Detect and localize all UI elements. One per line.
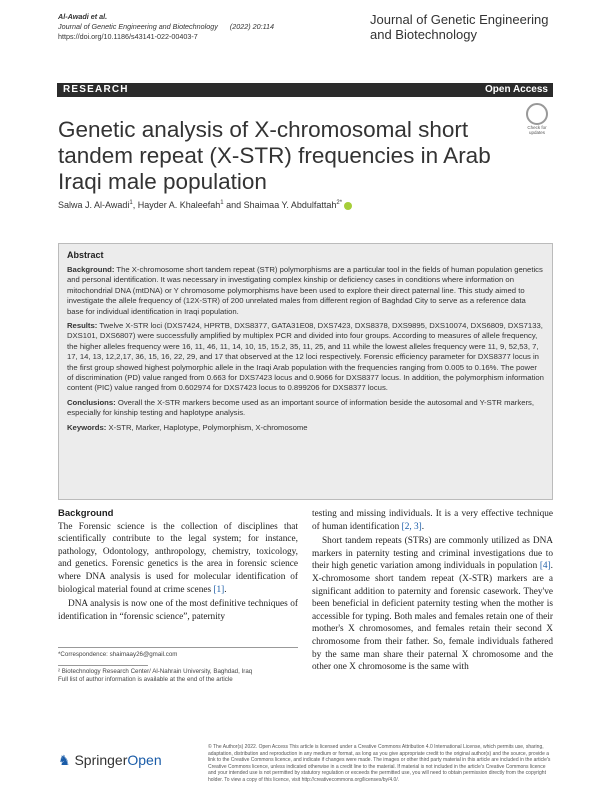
background-text: The X-chromosome short tandem repeat (STR) polymorphisms are a particular tool in the fields of human population genetics and personal identification. It was necessary in investigating complex kinship or deficiency cases in conditions where information on mitochondrial DNA (mtDNA) or Y chromosome polymorphisms have been used to explore their direct paternal line. This study aimed to investigate the allele frequency of (12X-STR) of 200 unrelated males from different region of Baghdad City to serve as a reference data base for individual identification in Iraqi population. — [67, 265, 543, 316]
author-info-note: Full list of author information is available at the end of the article — [58, 676, 233, 683]
article-title: Genetic analysis of X-chromosomal short tandem repeat (X-STR) frequencies in Arab Iraqi male population — [58, 117, 491, 194]
footnotes — [58, 647, 298, 684]
author-1-affil: 1 — [129, 200, 133, 206]
open-label: Open — [127, 752, 162, 768]
abstract-heading: Abstract — [67, 250, 104, 260]
author-3[interactable]: Shaimaa Y. Abdulfattah — [243, 200, 337, 210]
body-p1-text: The Forensic science is the collection of disciplines that scientifically contribute to the legal system; for instance, pathology, Odontology, anthropology, chemistry, toxicology, and genetics. Forensic genetics is the area in forensic science where DNA analysis is used for molecular identification of biological material found at crime scenes — [58, 521, 298, 595]
right-column — [312, 508, 553, 676]
body-p4-rest: X-chromosome short tandem repeat (X-STR) markers are a significant addition to paternity and forensic casework. They've been beneficial in deficient paternity testing when the mother is accessible for typing. Both males and females retain one of their mother's X chromosomes, and females retain their second X chromosome from their father. So, female individuals fathered by the same man share their paternal X chromosome and the other one X chromosome is the same with — [312, 573, 553, 673]
conclusions-text: Overall the X-STR markers become used as an important source of information beside the autosomal and Y-STR markers, especially for kinship testing and haplotype analysis. — [67, 397, 535, 418]
journal-name-line1: Journal of Genetic Engineering — [370, 12, 549, 27]
body-p4-text: Short tandem repeats (STRs) are commonly utilized as DNA markers in paternity testing and criminal investigations due to their high genetic variation among individuals in population — [312, 536, 553, 572]
citation-link[interactable]: [4] — [539, 561, 551, 572]
footnote-divider — [58, 665, 148, 666]
background-heading: Background — [58, 508, 114, 519]
abstract-box — [58, 243, 553, 500]
running-header-left — [58, 12, 274, 41]
keywords-label: Keywords: — [67, 422, 107, 432]
author-2[interactable]: Hayder A. Khaleefah — [137, 200, 221, 210]
springer-label: Springer — [74, 752, 128, 768]
orcid-icon[interactable] — [344, 202, 352, 210]
background-label: Background: — [67, 265, 115, 274]
citation-link[interactable]: [1] — [213, 584, 225, 595]
affiliation: ² Biotechnology Research Center/ Al-Nahrain University, Baghdad, Iraq — [58, 668, 253, 675]
abstract-results — [67, 321, 544, 394]
abstract-conclusions — [67, 398, 544, 419]
keywords-text: X-STR, Marker, Haplotype, Polymorphism, X-chromosome — [108, 422, 308, 432]
header-journal: Journal of Genetic Engineering and Biotechnology — [58, 21, 218, 31]
citation-link[interactable]: [2, 3] — [401, 521, 422, 532]
author-3-affil: 2* — [336, 200, 343, 206]
open-access-label: Open Access — [485, 84, 548, 95]
conclusions-label: Conclusions: — [67, 397, 116, 407]
check-updates-label: Check for updates — [527, 125, 547, 135]
correspondence: *Correspondence: shaimaay26@gmail.com — [58, 651, 178, 658]
journal-name — [370, 12, 549, 42]
check-updates-icon — [526, 103, 548, 125]
author-2-affil: 1 — [220, 200, 224, 206]
license-text: © The Author(s) 2022. Open Access This article is licensed under a Creative Commons Attribution 4.0 International License, which permits use, sharing, adaptation, distribution and reproduction in any medium or format, as long as you give appropriate credit to the original author(s) and the source, provide a link to the Creative Commons licence, and indicate if changes were made. The images or other third party material in this article are included in the article's Creative Commons licence, unless indicated otherwise in a credit line to the material. If material is not included in the article's Creative Commons licence and your intended use is not permitted by statutory regulation or exceeds the permitted use, you will need to obtain permission directly from the copyright holder. To view a copy of this licence, visit http://creativecommons.org/licenses/by/4.0/. — [208, 744, 551, 783]
header-year-volume: (2022) 20:114 — [229, 21, 275, 31]
body-p3-text: testing and missing individuals. It is a very effective technique of human identification — [312, 509, 553, 532]
body-paragraph-1: The Forensic science is the collection of disciplines that scientifically contribute to the legal system; for instance, pathology, Odontology, anthropology, chemistry, toxicology, and genetics. Forensic genetics is the area in forensic science where DNA analysis is used for molecular identification of biological material found at crime scenes [1]. — [58, 521, 298, 595]
body-paragraph-4: Short tandem repeats (STRs) are commonly utilized as DNA markers in paternity testing and criminal investigations due to their high genetic variation among individuals in population [4]. X-chromosome short tandem repeat (X-STR) markers are a significant addition to paternity and forensic casework. They've been beneficial in deficient paternity testing when the mother is accessible for typing. Both males and females retain one of their mother's X chromosomes, and females retain their second X chromosome from their father. So, female individuals fathered by the same man share their paternal X chromosome and the other one X chromosome is the same with — [312, 536, 553, 673]
results-label: Results: — [67, 321, 98, 331]
body-paragraph-3: testing and missing individuals. It is a very effective technique of human identification [2, 3]. — [312, 509, 553, 532]
header-doi-link[interactable]: https://doi.org/10.1186/s43141-022-00403-7 — [58, 31, 198, 41]
springer-horse-icon: ♞ — [58, 752, 71, 768]
left-column — [58, 508, 298, 625]
section-banner — [57, 83, 553, 97]
results-text: Twelve X-STR loci (DXS7424, HPRTB, DXS8377, GATA31E08, DXS7423, DXS8378, DXS9895, DXS10074, DXS6809, DXS7133, DXS101, DXS6807) were successfully amplified by multiplex PCR and divided into four groups. According to measures of allele frequency, the higher alleles frequency were 16, 11, 46, 11, 14, 10, 15, 15.2, 35, 11, 25, and 11 while the lowest alleles frequency were 11, 9, 52,53, 7, 17, 14, 13, 12,2,17, 36, 15, 16, 22, 29, and 17 that observed at the 12 loci respectively. Forensic efficiency parameter for DXS8377 locus in the first group showed highest polymorphic allele in the Iraqi Arab population with the frequencies ranging from 0.005 to 0.16%. The power of discrimination (PD) value ranged from 0.663 for DXS7423 locus and 0.9066 for DXS8377 locus. In addition, the polymorphism information content (PIC) value ranged from 0.602974 for DXS7423 locus to 0.899206 for DXS8377 locus. — [67, 321, 544, 393]
header-authors: Al-Awadi et al. — [58, 12, 108, 21]
author-1[interactable]: Salwa J. Al-Awadi — [58, 200, 130, 210]
author-list: Salwa J. Al-Awadi$^1$, Hayder A. Khaleefah$^1$ and Shaimaa Y. Abdulfattah$^{2*}$ — [58, 200, 352, 210]
body-paragraph-2: DNA analysis is now one of the most definitive techniques of identification in “forensic science”, paternity — [58, 599, 298, 622]
springer-open-logo — [58, 752, 162, 769]
abstract-keywords — [67, 423, 544, 433]
journal-name-line2: and Biotechnology — [370, 27, 477, 42]
section-label: RESEARCH — [63, 84, 129, 95]
abstract-background — [67, 265, 544, 317]
